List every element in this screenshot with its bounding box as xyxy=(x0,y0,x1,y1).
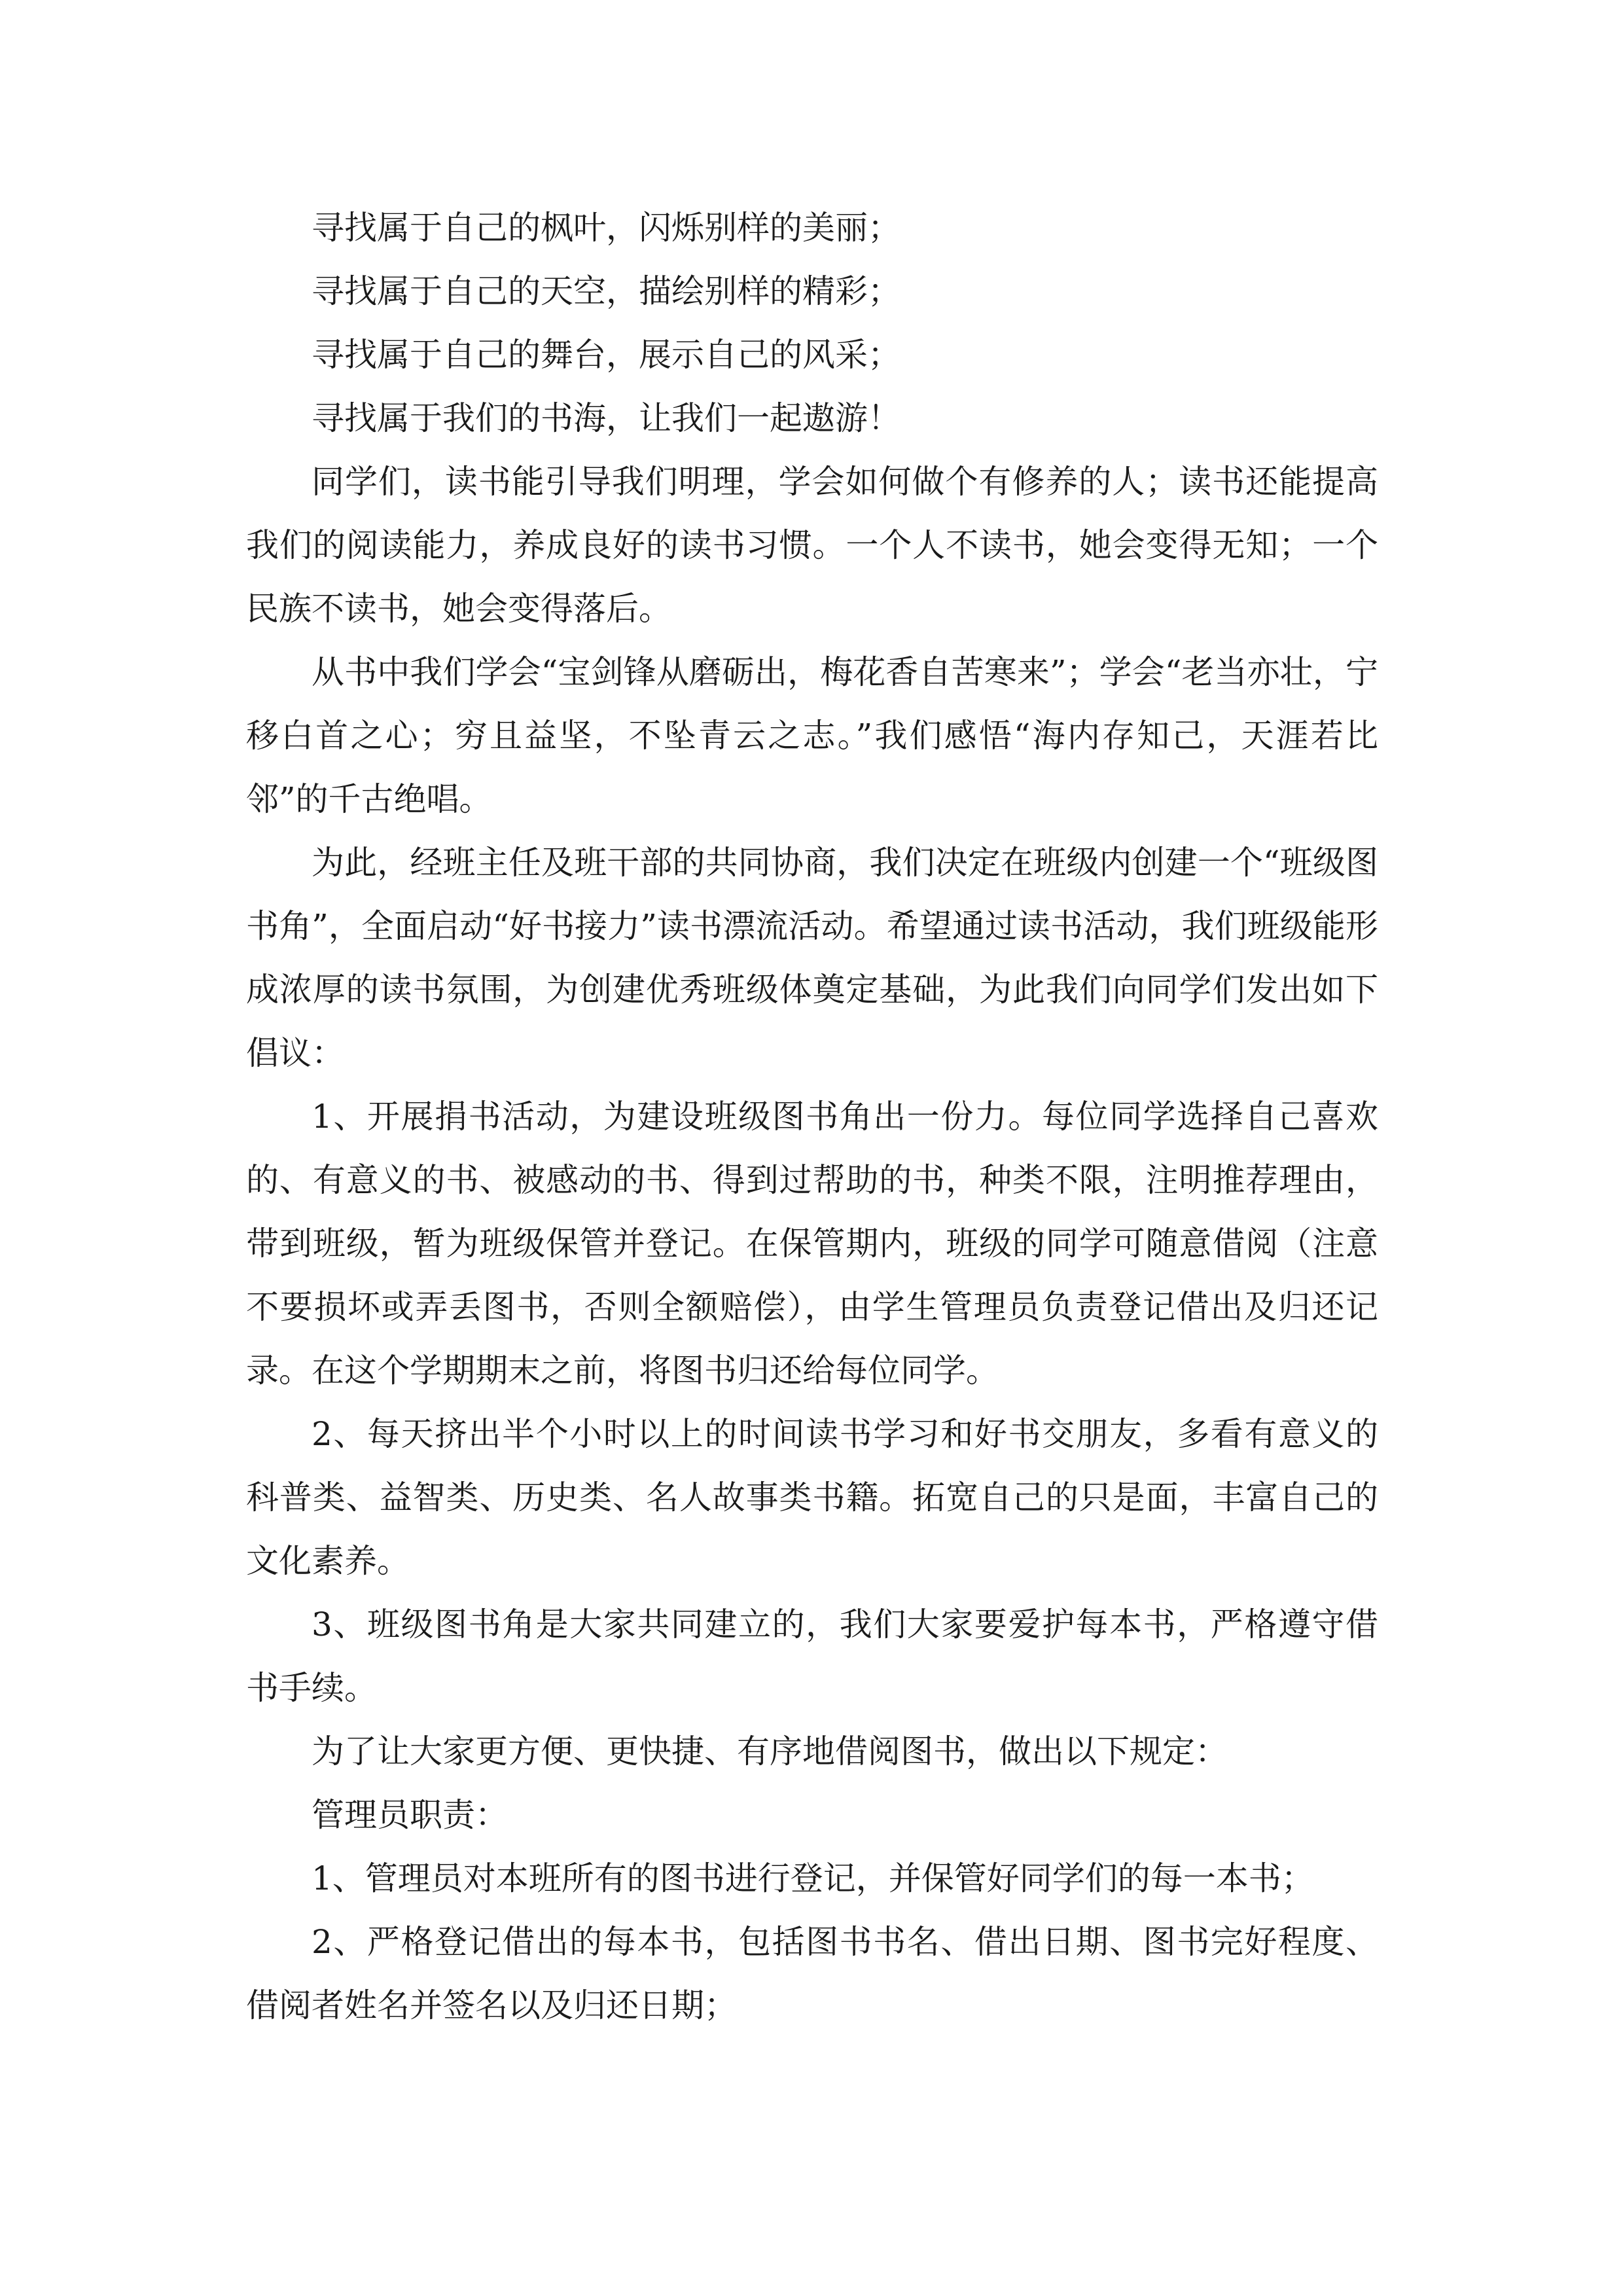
proposal-item-3: 3、班级图书角是大家共同建立的，我们大家要爱护每本书，严格遵守借书手续。 xyxy=(246,1605,1378,1707)
section-heading-admin-duties: 管理员职责： xyxy=(312,1796,508,1834)
proposal-item-2: 2、每天挤出半个小时以上的时间读书学习和好书交朋友，多看有意义的科普类、益智类、历史类、名人故事类书籍。拓宽自己的只是面，丰富自己的文化素养。 xyxy=(246,1415,1378,1580)
poem-line-4: 寻找属于我们的书海，让我们一起遨游！ xyxy=(312,399,901,437)
paragraph-quotes: 从书中我们学会“宝剑锋从磨砺出，梅花香自苦寒来”；学会“老当亦壮，宁移白首之心；穷且益坚，不坠青云之志。”我们感悟“海内存知己，天涯若比邻”的千古绝唱。 xyxy=(246,653,1378,818)
poem-line-2: 寻找属于自己的天空，描绘别样的精彩； xyxy=(312,272,901,310)
proposal-item-1: 1、开展捐书活动，为建设班级图书角出一份力。每位同学选择自己喜欢的、有意义的书、被感动的书、得到过帮助的书，种类不限，注明推荐理由，带到班级，暂为班级保管并登记。在保管期内，班级的同学可随意借阅（注意不要损坏或弄丢图书，否则全额赔偿），由学生管理员负责登记借出及归还记录。在这个学期期末之前，将图书归还给每位同学。 xyxy=(246,1098,1378,1390)
poem-line-1: 寻找属于自己的枫叶，闪烁别样的美丽； xyxy=(312,209,901,247)
poem-line-3: 寻找属于自己的舞台，展示自己的风采； xyxy=(312,336,901,374)
paragraph-proposal-intro: 为此，经班主任及班干部的共同协商，我们决定在班级内创建一个“班级图书角”，全面启动“好书接力”读书漂流活动。希望通过读书活动，我们班级能形成浓厚的读书氛围，为创建优秀班级体奠定基础，为此我们向同学们发出如下倡议： xyxy=(246,844,1378,1072)
admin-duty-2: 2、严格登记借出的每本书，包括图书书名、借出日期、图书完好程度、借阅者姓名并签名以及归还日期； xyxy=(246,1923,1378,2024)
admin-duty-1: 1、管理员对本班所有的图书进行登记，并保管好同学们的每一本书； xyxy=(312,1859,1314,1897)
rules-intro: 为了让大家更方便、更快捷、有序地借阅图书，做出以下规定： xyxy=(312,1732,1228,1770)
paragraph-reading-benefits: 同学们，读书能引导我们明理，学会如何做个有修养的人；读书还能提高我们的阅读能力，养成良好的读书习惯。一个人不读书，她会变得无知；一个民族不读书，她会变得落后。 xyxy=(246,463,1378,628)
document-body xyxy=(246,196,1378,2037)
